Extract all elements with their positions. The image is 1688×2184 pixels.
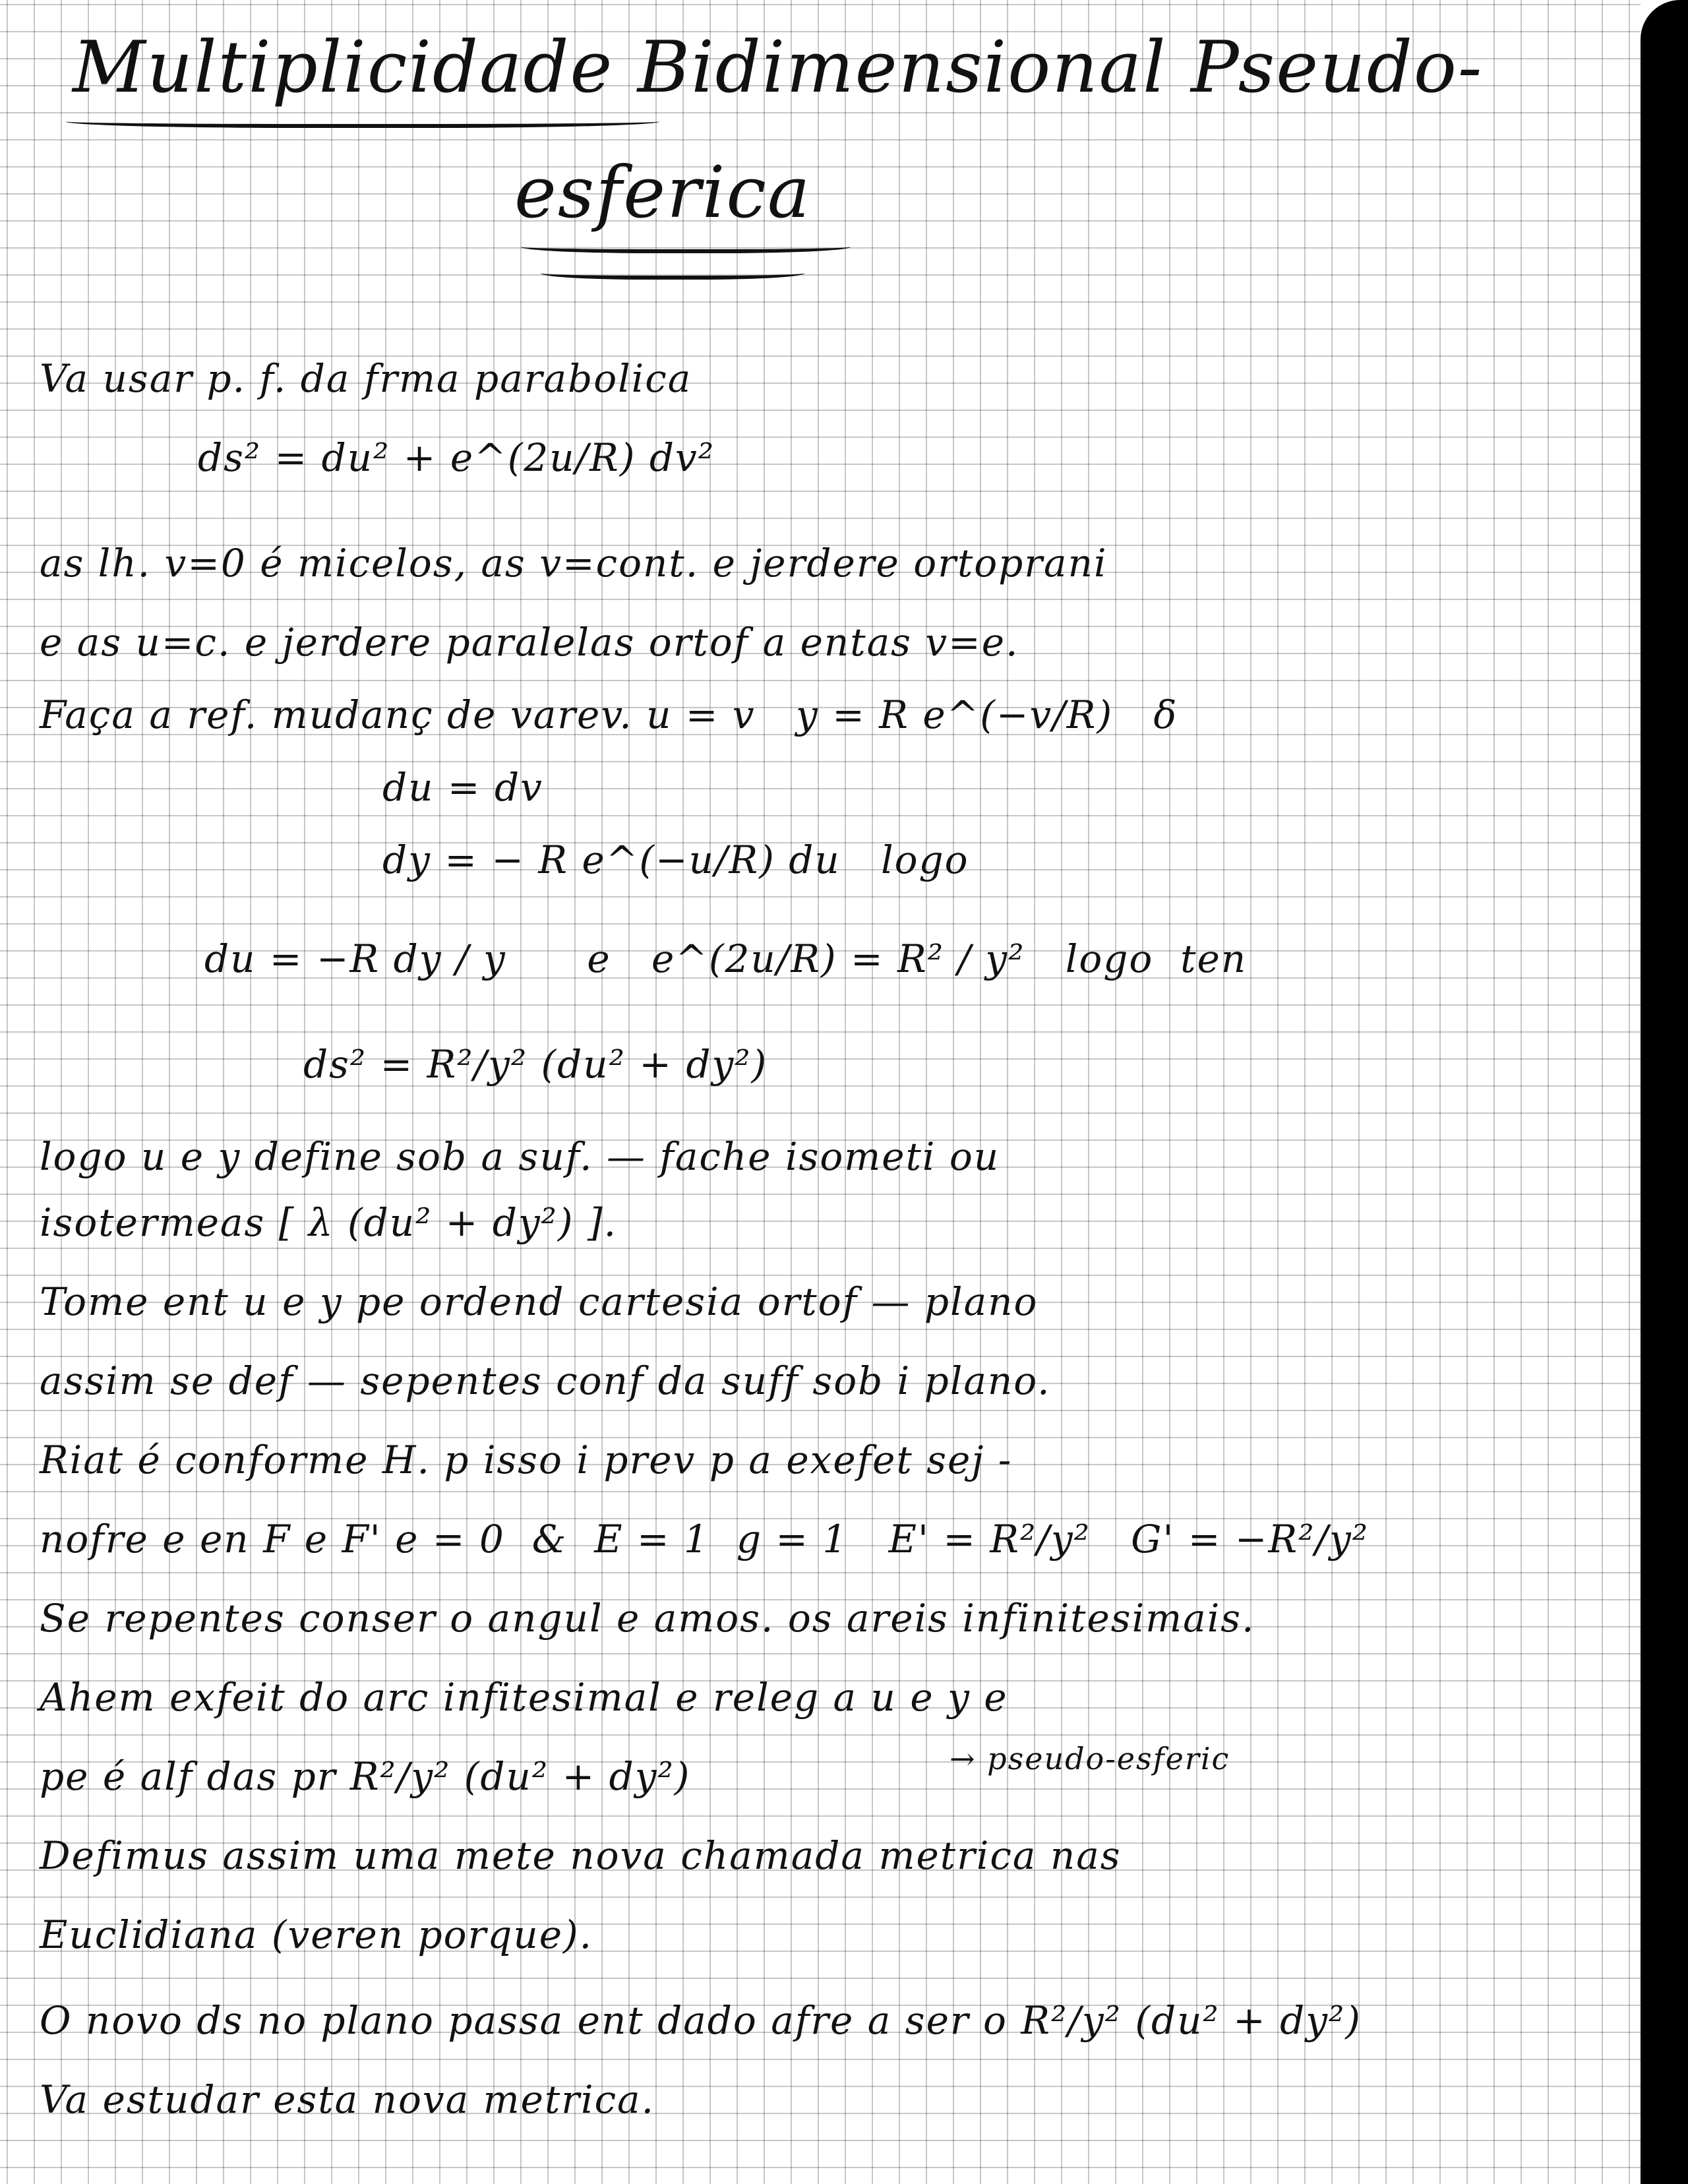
note-line: pe é alf das pr R²/y² (du² + dy²) bbox=[40, 1754, 691, 1799]
equation-line: du = −R dy / y e e^(2u/R) = R² / y² logo ten bbox=[204, 936, 1248, 981]
note-line: logo u e y define sob a suf. — fache isometi ou bbox=[40, 1134, 1000, 1179]
notebook-binding-edge bbox=[1641, 0, 1688, 2184]
note-line: Faça a ref. mudanç de varev. u = v y = R e^(−v/R) δ bbox=[40, 692, 1178, 737]
title-underline-3 bbox=[541, 264, 804, 280]
note-line: Tome ent u e y pe ordend cartesia ortof — plano bbox=[40, 1279, 1039, 1324]
note-line: Ahem exfeit do arc infitesimal e releg a u e y e bbox=[40, 1675, 1008, 1720]
title-underline-1 bbox=[66, 112, 659, 128]
title-underline-2 bbox=[521, 237, 851, 253]
equation-line: ds² = du² + e^(2u/R) dv² bbox=[198, 435, 715, 480]
equation-line: ds² = R²/y² (du² + dy²) bbox=[303, 1042, 768, 1087]
note-line: Se repentes conser o angul e amos. os areis infinitesimais. bbox=[40, 1596, 1255, 1641]
handwritten-notes bbox=[40, 26, 1596, 2163]
equation-line: dy = − R e^(−u/R) du logo bbox=[382, 837, 969, 882]
equation-line: du = dv bbox=[382, 765, 543, 810]
note-line: nofre e en F e F' e = 0 & E = 1 g = 1 E' = R²/y² G' = −R²/y² bbox=[40, 1517, 1369, 1562]
note-line: as lh. v=0 é micelos, as v=cont. e jerdere ortoprani bbox=[40, 541, 1108, 586]
title-line-1: Multiplicidade Bidimensional Pseudo- bbox=[73, 26, 1484, 109]
note-line: O novo ds no plano passa ent dado afre a ser o R²/y² (du² + dy²) bbox=[40, 1998, 1362, 2043]
note-line: Euclidiana (veren porque). bbox=[40, 1912, 593, 1957]
note-line: Defimus assim uma mete nova chamada metrica nas bbox=[40, 1833, 1122, 1878]
margin-annotation: → pseudo-esferic bbox=[950, 1741, 1230, 1776]
note-line: Riat é conforme H. p isso i prev p a exefet sej - bbox=[40, 1438, 1013, 1482]
title-line-2: esferica bbox=[514, 152, 812, 234]
note-line: Va usar p. f. da frma parabolica bbox=[40, 356, 692, 401]
note-line: e as u=c. e jerdere paralelas ortof a entas v=e. bbox=[40, 620, 1019, 665]
note-line: isotermeas [ λ (du² + dy²) ]. bbox=[40, 1200, 618, 1245]
note-line: Va estudar esta nova metrica. bbox=[40, 2077, 655, 2122]
note-line: assim se def — sepentes conf da suff sob i plano. bbox=[40, 1358, 1051, 1403]
